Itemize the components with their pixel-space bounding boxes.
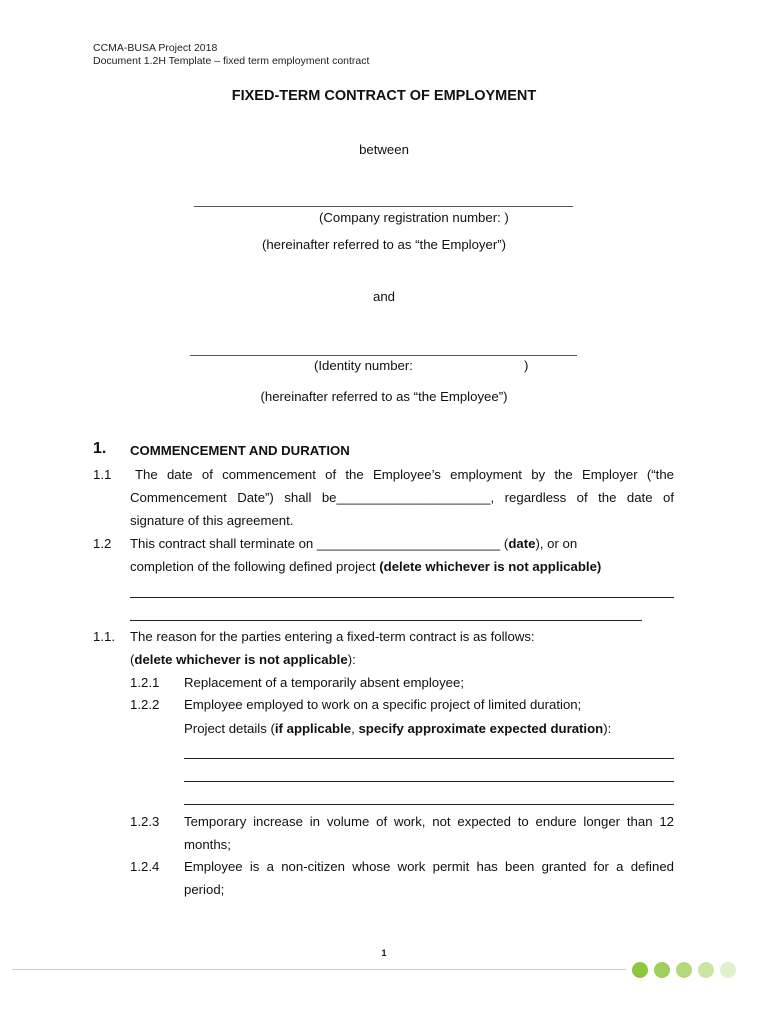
clause-1-1-line2: Commencement Date”) shall be_____________________, regardless of the date of xyxy=(130,490,674,505)
company-registration-label: (Company registration number: ) xyxy=(319,210,509,225)
sub-1-2-4-line2: period; xyxy=(184,882,225,897)
identity-number-label: (Identity number: xyxy=(314,358,413,373)
clause-1-1b-line2: (delete whichever is not applicable): xyxy=(130,652,356,667)
header-project: CCMA-BUSA Project 2018 xyxy=(93,42,218,54)
project-blank-line-2[interactable] xyxy=(130,620,642,621)
clause-1-1-line3: signature of this agreement. xyxy=(130,513,294,528)
sub-1-2-2-number: 1.2.2 xyxy=(130,697,160,712)
page-number: 1 xyxy=(381,948,387,958)
clause-1-1-number: 1.1 xyxy=(93,467,112,482)
sub-1-2-1-text: Replacement of a temporarily absent employee; xyxy=(184,675,465,690)
employer-name-line[interactable] xyxy=(194,206,573,207)
sub-1-2-1-number: 1.2.1 xyxy=(130,675,160,690)
sub-1-2-4-number: 1.2.4 xyxy=(130,859,160,874)
footer-dot xyxy=(698,962,714,978)
footer-rule xyxy=(12,969,626,970)
project-details-label: Project details (if applicable, specify approximate expected duration): xyxy=(184,721,612,736)
identity-number-close: ) xyxy=(524,358,529,373)
project-details-line-2[interactable] xyxy=(184,781,674,782)
clause-1-1b-line1: The reason for the parties entering a fixed-term contract is as follows: xyxy=(130,629,535,644)
between-label: between xyxy=(359,142,409,157)
clause-1-1b-number: 1.1. xyxy=(93,629,115,644)
clause-1-1-line1: The date of commencement of the Employee’s employment by the Employer (“the xyxy=(135,467,674,482)
employer-referred: (hereinafter referred to as “the Employer”) xyxy=(261,237,507,252)
sub-1-2-3-line2: months; xyxy=(184,837,231,852)
footer-dot xyxy=(720,962,736,978)
sub-1-2-2-text: Employee employed to work on a specific project of limited duration; xyxy=(184,697,582,712)
section-heading: COMMENCEMENT AND DURATION xyxy=(130,443,350,458)
clause-1-2-number: 1.2 xyxy=(93,536,112,551)
project-details-line-1[interactable] xyxy=(184,758,674,759)
document-title: FIXED-TERM CONTRACT OF EMPLOYMENT xyxy=(231,88,537,104)
header-document: Document 1.2H Template – fixed term employment contract xyxy=(93,55,370,67)
project-blank-line-1[interactable] xyxy=(130,597,674,598)
clause-1-2-line1: This contract shall terminate on _________________________ (date), or on xyxy=(130,536,578,551)
employee-referred: (hereinafter referred to as “the Employee”) xyxy=(260,389,508,404)
and-label: and xyxy=(372,289,395,304)
sub-1-2-3-number: 1.2.3 xyxy=(130,814,160,829)
section-number: 1. xyxy=(93,440,107,457)
project-details-line-3[interactable] xyxy=(184,804,674,805)
footer-dot xyxy=(676,962,692,978)
sub-1-2-3-line1: Temporary increase in volume of work, not expected to endure longer than 12 xyxy=(184,814,674,829)
sub-1-2-4-line1: Employee is a non-citizen whose work permit has been granted for a defined xyxy=(184,859,674,874)
footer-dot xyxy=(632,962,648,978)
employee-name-line[interactable] xyxy=(190,355,577,356)
clause-1-2-line2: completion of the following defined project (delete whichever is not applicable) xyxy=(130,559,602,574)
footer-dot xyxy=(654,962,670,978)
